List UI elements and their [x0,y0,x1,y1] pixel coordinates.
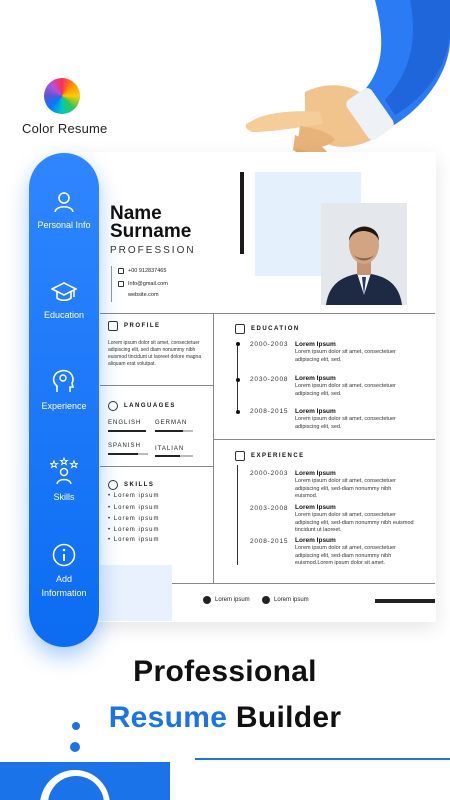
footer-accent-square [100,565,172,621]
section-divider [100,313,435,314]
language-level-bar [108,430,146,432]
language-item[interactable]: SPANISH [108,443,141,449]
experience-title[interactable]: Lorem Ipsum [295,470,336,477]
experience-years: 2000-2003 [250,470,289,477]
education-heading: EDUCATION [235,324,300,334]
experience-text[interactable]: Lorem ipsum dolor sit amet, consectetuer adipiscing elit, sed-diam nonummy nibh euismod tincidunt ut laoreet. [295,512,414,533]
language-item[interactable]: ITALIAN [155,446,185,452]
education-text[interactable]: Lorem ipsum dolor sit amet, consectetuer adipiscing elit, sed. [295,349,396,363]
experience-heading: EXPERIENCE [235,451,305,461]
color-wheel-logo [44,78,80,114]
skill-item[interactable]: • Lorem ipsum [108,537,160,543]
website-text: website.com [128,292,159,298]
graduation-cap-icon [235,324,245,334]
info-icon [52,543,76,567]
footer-accent-bar [375,599,435,603]
contact-email[interactable] [118,281,168,287]
profile-photo[interactable] [321,203,407,305]
resume-name[interactable] [110,205,191,241]
name-line-2: Surname [110,221,192,242]
decorative-dot [72,722,80,730]
headline-line-1: Professional [133,655,317,688]
headline-line-2 [0,701,450,735]
facebook-link[interactable]: Lorem ipsum [262,596,309,604]
education-title[interactable]: Lorem Ipsum [295,341,336,348]
person-icon [53,191,75,213]
education-title[interactable]: Lorem Ipsum [295,375,336,382]
cog-icon [108,480,118,490]
graduation-cap-icon [51,281,77,303]
decorative-dot [70,742,80,752]
twitter-icon [203,596,211,604]
language-level-track [138,453,148,455]
profile-heading: PROFILE [108,321,161,331]
section-divider [100,385,213,386]
language-level-bar [108,453,138,455]
experience-timeline [237,465,238,565]
user-icon [108,321,118,331]
column-divider [213,313,214,583]
sidebar-item-label: Add Information [41,574,87,598]
section-divider [172,583,435,584]
skills-heading: SKILLS [108,480,154,490]
sidebar-item-label: Experience [41,401,87,411]
contact-phone[interactable] [118,268,166,274]
education-years: 2000-2003 [250,341,289,348]
contact-divider [111,266,112,302]
skill-item[interactable]: • Lorem ipsum [108,516,160,522]
timeline-dot [236,378,240,382]
decorative-line [195,758,450,760]
experience-text[interactable]: Lorem ipsum dolor sit amet, consectetuer adipiscing elit, sed-diam nonummy nibh euismod. [295,478,396,499]
education-text[interactable]: Lorem ipsum dolor sit amet, consectetuer adipiscing elit, sed. [295,383,396,397]
head-gear-icon [52,368,76,394]
app-logo-text: Color Resume [22,121,108,136]
sidebar-item-add-information[interactable] [29,543,99,600]
phone-icon [118,268,124,274]
section-divider [213,439,435,440]
experience-title[interactable]: Lorem Ipsum [295,537,336,544]
education-title[interactable]: Lorem Ipsum [295,408,336,415]
experience-years: 2003-2008 [250,505,289,512]
sidebar-item-label: Education [43,310,85,320]
header-accent-bar [240,172,244,254]
stars-person-icon [50,457,78,485]
name-line-1: Name [110,203,162,224]
resume-profession[interactable]: PROFESSION [110,245,196,256]
sidebar-item-label: Personal Info [37,220,91,230]
section-sidebar [29,153,99,647]
skill-item[interactable]: • Lorem ipsum [108,493,160,499]
language-level-track [180,455,193,457]
twitter-link[interactable]: Lorem ipsum [203,596,250,604]
email-text: Info@gmail.com [128,281,168,287]
language-level-bar [155,455,180,457]
language-level-bar [155,430,183,432]
education-years: 2030-2008 [250,376,289,383]
profile-text[interactable]: Lorem ipsum dolor sit amet, consectetuer adipiscing elit, sed diam nonummy nibh euismod tincidunt ut laoreet dolore magna aliquam erat volutpat. [108,340,202,367]
sidebar-item-skills[interactable] [29,457,99,504]
languages-heading: LANGUAGES [108,401,176,411]
language-item[interactable]: ENGLISH [108,420,142,426]
sidebar-item-personal-info[interactable] [29,191,99,232]
globe-icon [108,401,118,411]
education-text[interactable]: Lorem ipsum dolor sit amet, consectetuer adipiscing elit, sed. [295,416,396,430]
headline-resume: Resume [108,701,228,734]
timeline-dot [236,342,240,346]
briefcase-icon [235,451,245,461]
contact-website[interactable] [128,292,159,298]
facebook-icon [262,596,270,604]
sidebar-item-label: Skills [53,492,75,502]
language-level-track [183,430,193,432]
skill-item[interactable]: • Lorem ipsum [108,505,160,511]
section-divider [100,466,213,467]
skill-item[interactable]: • Lorem ipsum [108,527,160,533]
language-item[interactable]: GERMAN [155,420,188,426]
education-years: 2008-2015 [250,408,289,415]
sidebar-item-education[interactable] [29,281,99,322]
phone-text: +00 912837465 [128,268,167,274]
experience-years: 2008-2015 [250,538,289,545]
experience-title[interactable]: Lorem Ipsum [295,504,336,511]
timeline-dot [236,410,240,414]
headline-builder: Builder [235,701,342,734]
sidebar-item-experience[interactable] [29,368,99,413]
experience-text[interactable]: Lorem ipsum dolor sit amet, consectetuer adipiscing elit, sed-diam nonummy nibh euismod.Lorem ipsum dolor sit amet. [295,545,396,566]
mail-icon [118,281,124,287]
